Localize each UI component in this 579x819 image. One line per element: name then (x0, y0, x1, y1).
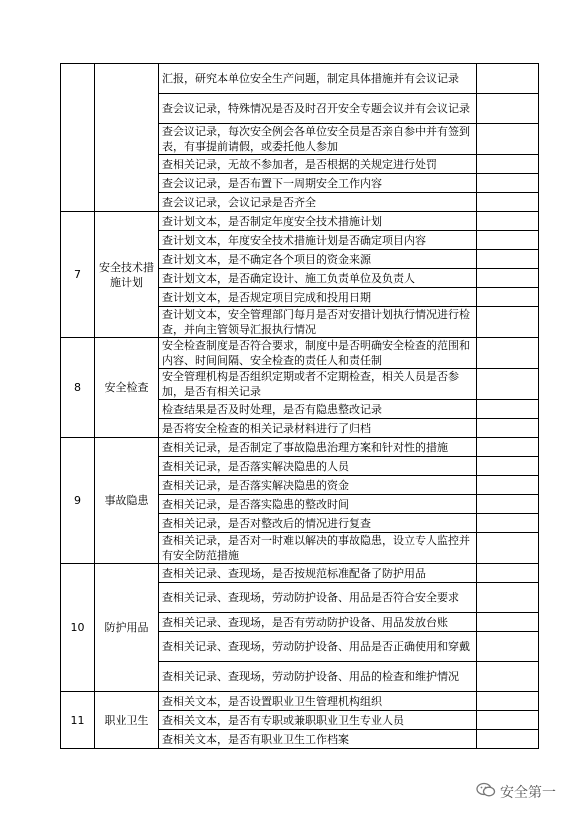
section-number: 9 (61, 438, 95, 564)
check-item: 查相关记录、查现场，是否按规范标准配备了防护用品 (159, 564, 477, 583)
check-item: 查会议记录，特殊情况是否及时召开安全专题会议并有会议记录 (159, 94, 477, 124)
result-cell[interactable] (477, 495, 539, 514)
section-number (61, 64, 95, 212)
result-cell[interactable] (477, 692, 539, 711)
result-cell[interactable] (477, 419, 539, 438)
check-item: 查相关记录、查现场，是否有劳动防护设备、用品发放台账 (159, 613, 477, 632)
result-cell[interactable] (477, 730, 539, 749)
check-item: 查相关记录，是否对整改后的情况进行复查 (159, 514, 477, 533)
check-item: 查相关记录、查现场，劳动防护设备、用品是否符合安全要求 (159, 583, 477, 613)
check-item: 查相关文本，是否有专职或兼职职业卫生专业人员 (159, 711, 477, 730)
section-title: 安全检查 (95, 338, 159, 438)
section-number: 8 (61, 338, 95, 438)
check-item: 查相关记录，是否落实隐患的整改时间 (159, 495, 477, 514)
check-item: 查相关记录，无故不参加者，是否根据的关规定进行处罚 (159, 155, 477, 174)
check-item: 查相关记录，是否落实解决隐患的资金 (159, 476, 477, 495)
result-cell[interactable] (477, 338, 539, 369)
result-cell[interactable] (477, 438, 539, 457)
result-cell[interactable] (477, 662, 539, 692)
check-item: 查计划文本，是否确定设计、施工负责单位及负责人 (159, 269, 477, 288)
check-item: 查相关文本，是否设置职业卫生管理机构组织 (159, 692, 477, 711)
check-item: 查会议记录，会议记录是否齐全 (159, 193, 477, 212)
check-item: 汇报，研究本单位安全生产问题，制定具体措施并有会议记录 (159, 64, 477, 94)
check-item: 安全管理机构是否组织定期或者不定期检查，相关人员是否参加，是否有相关记录 (159, 369, 477, 400)
inspection-table (60, 63, 539, 749)
result-cell[interactable] (477, 711, 539, 730)
result-cell[interactable] (477, 155, 539, 174)
table-row (61, 212, 539, 231)
check-item: 查相关文本，是否有职业卫生工作档案 (159, 730, 477, 749)
result-cell[interactable] (477, 564, 539, 583)
wechat-icon (476, 782, 496, 802)
result-cell[interactable] (477, 288, 539, 307)
check-item: 查相关记录，是否对一时难以解决的事故隐患，设立专人监控并有安全防范措施 (159, 533, 477, 564)
check-item: 查相关记录，是否落实解决隐患的人员 (159, 457, 477, 476)
result-cell[interactable] (477, 514, 539, 533)
check-item: 查计划文本，年度安全技术措施计划是否确定项目内容 (159, 231, 477, 250)
result-cell[interactable] (477, 307, 539, 338)
check-item: 安全检查制度是否符合要求，制度中是否明确安全检查的范围和内容、时间间隔、安全检查的责任人和责任制 (159, 338, 477, 369)
table-row (61, 338, 539, 369)
section-title: 安全技术措施计划 (95, 212, 159, 338)
check-item: 查会议记录，每次安全例会各单位安全员是否亲自参中并有签到表，有事提前请假，或委托他人参加 (159, 124, 477, 155)
table-row (61, 564, 539, 583)
result-cell[interactable] (477, 250, 539, 269)
result-cell[interactable] (477, 533, 539, 564)
result-cell[interactable] (477, 583, 539, 613)
check-item: 查计划文本，是不确定各个项目的资金来源 (159, 250, 477, 269)
result-cell[interactable] (477, 476, 539, 495)
result-cell[interactable] (477, 369, 539, 400)
result-cell[interactable] (477, 193, 539, 212)
result-cell[interactable] (477, 269, 539, 288)
check-item: 查相关记录，是否制定了事故隐患治理方案和针对性的措施 (159, 438, 477, 457)
result-cell[interactable] (477, 613, 539, 632)
section-title (95, 64, 159, 212)
section-number: 11 (61, 692, 95, 749)
table-row (61, 438, 539, 457)
section-number: 7 (61, 212, 95, 338)
result-cell[interactable] (477, 94, 539, 124)
table-row (61, 64, 539, 94)
check-item: 查会议记录，是否布置下一周期安全工作内容 (159, 174, 477, 193)
check-item: 查计划文本，安全管理部门每月是否对安措计划执行情况进行检查，并向主管领导汇报执行情况 (159, 307, 477, 338)
result-cell[interactable] (477, 457, 539, 476)
result-cell[interactable] (477, 174, 539, 193)
check-item: 查相关记录、查现场，劳动防护设备、用品的检查和维护情况 (159, 662, 477, 692)
check-item: 检查结果是否及时处理，是否有隐患整改记录 (159, 400, 477, 419)
section-title: 事故隐患 (95, 438, 159, 564)
result-cell[interactable] (477, 124, 539, 155)
section-number: 10 (61, 564, 95, 692)
result-cell[interactable] (477, 212, 539, 231)
check-item: 查计划文本，是否制定年度安全技术措施计划 (159, 212, 477, 231)
result-cell[interactable] (477, 400, 539, 419)
check-item: 查计划文本，是否规定项目完成和投用日期 (159, 288, 477, 307)
result-cell[interactable] (477, 64, 539, 94)
result-cell[interactable] (477, 632, 539, 662)
check-item: 查相关记录、查现场，劳动防护设备、用品是否正确使用和穿戴 (159, 632, 477, 662)
result-cell[interactable] (477, 231, 539, 250)
watermark (476, 782, 556, 802)
section-title: 防护用品 (95, 564, 159, 692)
check-item: 是否将安全检查的相关记录材料进行了归档 (159, 419, 477, 438)
watermark-text: 安全第一 (500, 785, 556, 801)
section-title: 职业卫生 (95, 692, 159, 749)
table-row (61, 692, 539, 711)
